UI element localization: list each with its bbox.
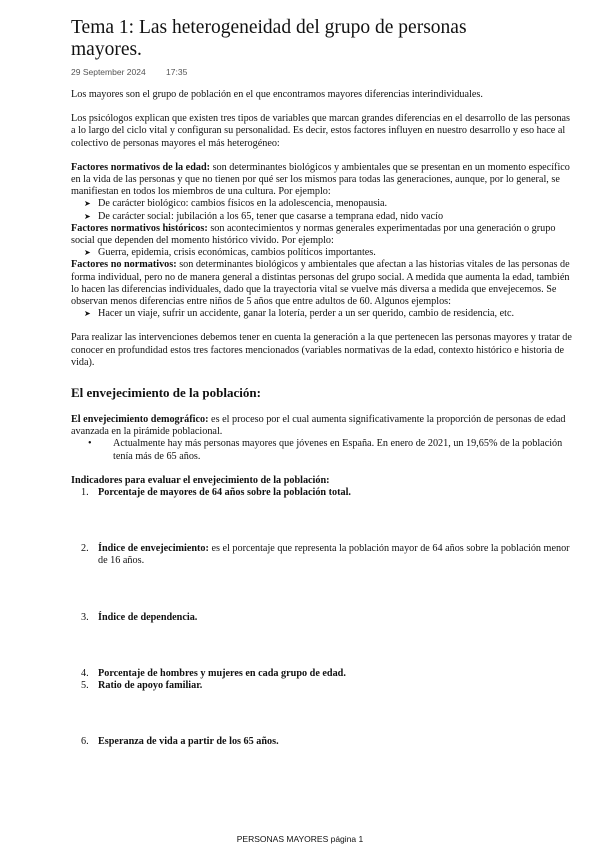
list-item: ➤ Guerra, epidemia, crisis económicas, cambios políticos importantes. xyxy=(84,247,376,259)
demographic-text: es el proceso por el cual aumenta significativamente la proporción de personas de edad avanzada en la pirámide poblacional. xyxy=(71,414,566,438)
page-footer: PERSONAS MAYORES página 1 xyxy=(236,834,364,844)
demographic-label: El envejecimiento demográfico: xyxy=(71,414,209,426)
arrow-bullet-icon: ➤ xyxy=(84,309,91,319)
factor-text: son determinantes biológicos y ambientales que afectan a las historias vitales de las personas de forma individual, pero no de manera general a distintas personas del grupo social. A medida que aumenta la edad, también lo hacen las diferencias individuales, dado que la trayectoria vital se vuelve más diversa a medida que envejecemos. Se observan menos diferencias entre niños de 5 años que entre adultos de 60. Algunos ejemplos: xyxy=(71,259,570,308)
factor-historical-normative xyxy=(71,223,576,247)
list-item: ➤ Hacer un viaje, sufrir un accidente, ganar la lotería, perder a un ser querido, cambio de residencia, etc. xyxy=(84,308,515,320)
indicator-item: 2. Índice de envejecimiento: es el porcentaje que representa la población mayor de 64 años sobre la población menor de 16 años. xyxy=(81,543,570,567)
note-time: 17:35 xyxy=(166,67,188,77)
note-metadata xyxy=(71,67,187,77)
indicator-item: 1. Porcentaje de mayores de 64 años sobre la población total. xyxy=(81,487,351,499)
arrow-bullet-icon: ➤ xyxy=(84,211,91,221)
note-date: 29 September 2024 xyxy=(71,67,146,77)
list-item: ➤ De carácter biológico: cambios físicos en la adolescencia, menopausia. xyxy=(84,198,388,210)
factor-label: Factores normativos de la edad: xyxy=(71,161,211,173)
indicator-item: 5. Ratio de apoyo familiar. xyxy=(81,680,203,692)
factor-text: son acontecimientos y normas generales experimentadas por una generación o grupo social que dependen del momento histórico vivido. Por ejemplo: xyxy=(71,222,556,247)
indicator-item: 6. Esperanza de vida a partir de los 65 años. xyxy=(81,736,279,748)
indicator-item: 4. Porcentaje de hombres y mujeres en cada grupo de edad. xyxy=(81,667,346,679)
indicator-item: 3. Índice de dependencia. xyxy=(81,611,198,623)
arrow-bullet-icon: ➤ xyxy=(84,248,91,258)
demographic-paragraph xyxy=(71,414,576,438)
factor-label: Factores normativos históricos: xyxy=(71,222,208,234)
factor-text: son determinantes biológicos y ambientales que se presentan en un momento específico en la vida de las personas y que no tienen por qué ser los mismos para todas las generaciones, aunque, por lo general, se manifiestan en todos los miembros de una cultura. Por ejemplo: xyxy=(71,161,570,198)
list-item: ➤ De carácter social: jubilación a los 65, tener que casarse a temprana edad, nido vacío xyxy=(84,210,444,222)
list-item: • Actualmente hay más personas mayores que jóvenes en España. En enero de 2021, un 19,65% de la población tenía más de 65 años. xyxy=(88,438,563,462)
variables-intro-paragraph: Los psicólogos explican que existen tres tipos de variables que marcan grandes diferencias en el desarrollo de las personas a lo largo del ciclo vital y configuran su personalidad. Es decir, estos factores influyen en nuestro desarrollo y eso hace al colectivo de personas mayores el más heterogéneo: xyxy=(71,113,571,149)
factor-non-normative xyxy=(71,259,576,308)
bullet-dot-icon: • xyxy=(88,438,92,450)
interventions-paragraph: Para realizar las intervenciones debemos tener en cuenta la generación a la que pertenecen las personas mayores y tratar de conocer en profundidad estos tres factores mencionados (variables normativas de la edad, contexto histórico e historia de vida). xyxy=(71,332,572,368)
intro-paragraph: Los mayores son el grupo de población en el que encontramos mayores diferencias interindividuales. xyxy=(71,89,483,100)
indicators-heading: Indicadores para evaluar el envejecimiento de la población: xyxy=(71,474,330,486)
factor-age-normative xyxy=(71,162,576,199)
section-heading: El envejecimiento de la población: xyxy=(71,385,261,401)
page-title: Tema 1: Las heterogeneidad del grupo de personas mayores. xyxy=(71,17,467,60)
factor-label: Factores no normativos: xyxy=(71,259,177,271)
document-body xyxy=(71,89,576,749)
arrow-bullet-icon: ➤ xyxy=(84,199,91,209)
